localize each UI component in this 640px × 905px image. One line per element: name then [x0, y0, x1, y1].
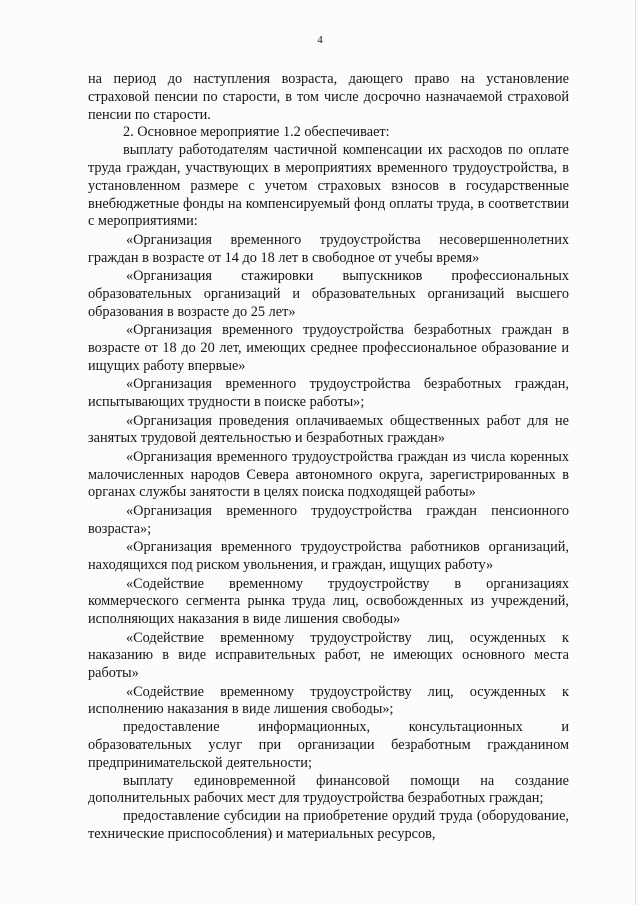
paragraph-entrepreneurship: предоставление информационных, консультационных и образовательных услуг при организации безработным гражданином предпринимательской деятельности; [88, 719, 569, 771]
paragraph-measure-minors: «Организация временного трудоустройства несовершеннолетних граждан в возрасте от 14 до 18 лет в свободное от учебы время» [88, 231, 569, 266]
paragraph-measure-internship: «Организация стажировки выпускников профессиональных образовательных организаций и образовательных организаций высшего образования в возрасте до 25 лет» [88, 268, 569, 320]
paragraph-measure-difficulties: «Организация временного трудоустройства безработных граждан, испытывающих трудности в поиске работы»; [88, 376, 569, 411]
paragraph-measure-indigenous: «Организация временного трудоустройства граждан из числа коренных малочисленных народов Севера автономного округа, зарегистрированных в органах службы занятости в целях поиска подходящей работы» [88, 448, 569, 501]
paragraph-measure-dismissal-risk: «Организация временного трудоустройства работников организаций, находящихся под риском увольнения, и граждан, ищущих работу» [88, 539, 569, 574]
paragraph-continuation: на период до наступления возраста, дающего право на установление страховой пенсии по старости, в том числе досрочно назначаемой страховой пенсии по старости. [88, 71, 569, 123]
paragraph-measure-public-works: «Организация проведения оплачиваемых общественных работ для не занятых трудовой деятельностью и безработных граждан» [88, 412, 569, 447]
paragraph-financial-aid: выплату единовременной финансовой помощи на создание дополнительных рабочих мест для трудоустройства безработных граждан; [88, 772, 569, 807]
document-body [88, 71, 569, 844]
paragraph-measure-graduates: «Организация временного трудоустройства безработных граждан в возрасте от 18 до 20 лет, имеющих среднее профессиональное образование и ищущих работу впервые» [88, 322, 569, 374]
paragraph-section-heading: 2. Основное мероприятие 1.2 обеспечивает: [123, 124, 390, 141]
scan-edge [635, 0, 636, 905]
paragraph-compensation: выплату работодателям частичной компенсации их расходов по оплате труда граждан, участвующих в мероприятиях временного трудоустройства, в установленном размере с учетом страховых взносов в государственные внебюджетные фонды на компенсируемый фонд оплаты труда, в соответствии с мероприятиями: [88, 142, 569, 230]
paragraph-subsidy: предоставление субсидии на приобретение орудий труда (оборудование, технические приспособления) и материальных ресурсов, [88, 808, 569, 843]
paragraph-measure-imprisonment: «Содействие временному трудоустройству лиц, осужденных к исполнению наказания в виде лишения свободы»; [88, 683, 569, 718]
page-number: 4 [317, 34, 323, 46]
paragraph-measure-correctional: «Содействие временному трудоустройству лиц, осужденных к наказанию в виде исправительных работ, не имеющих основного места работы» [88, 629, 569, 682]
paragraph-measure-pensioners: «Организация временного трудоустройства граждан пенсионного возраста»; [88, 502, 569, 537]
paragraph-measure-released: «Содействие временному трудоустройству в организациях коммерческого сегмента рынка труда лиц, освобожденных из учреждений, исполняющих наказания в виде лишения свободы» [88, 575, 569, 628]
